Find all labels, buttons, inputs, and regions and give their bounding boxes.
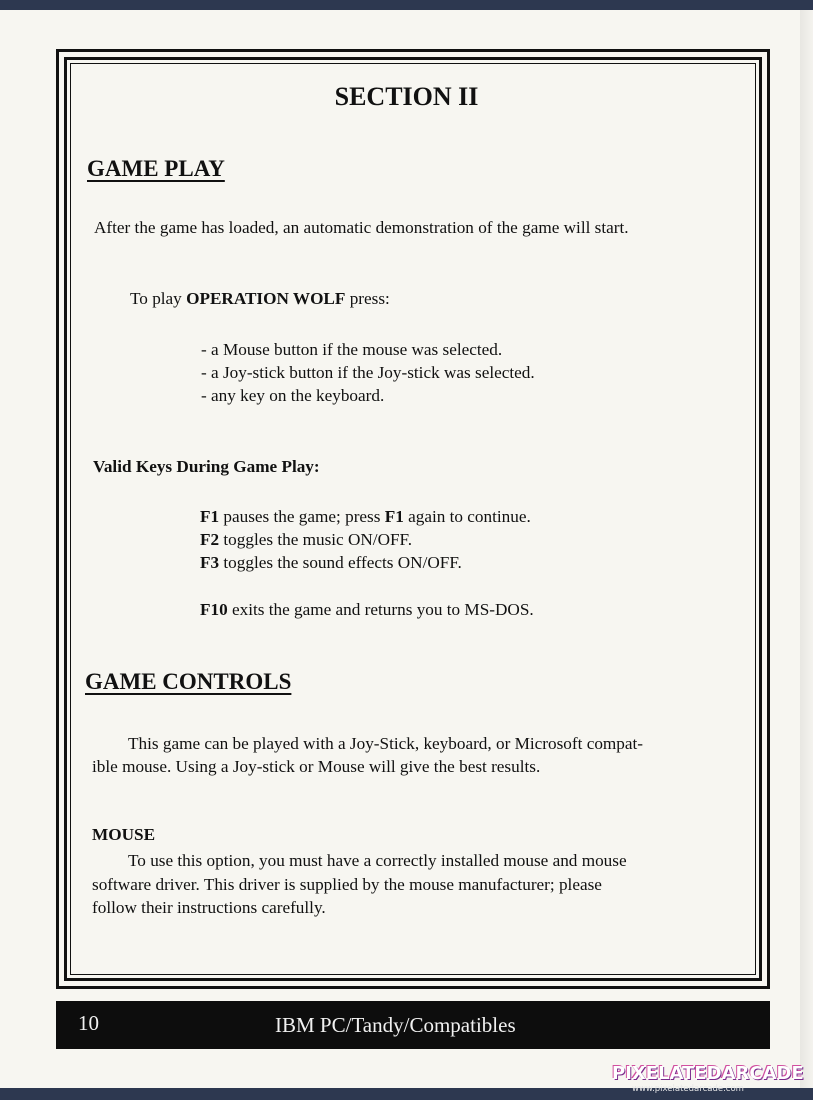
f10-line bbox=[200, 600, 534, 620]
f3-text: toggles the sound effects ON/OFF. bbox=[223, 553, 462, 572]
mouse-line-3: follow their instructions carefully. bbox=[92, 898, 326, 917]
game-play-heading: GAME PLAY bbox=[87, 156, 225, 181]
section-title: SECTION II bbox=[334, 82, 479, 111]
f1-key-again: F1 bbox=[384, 507, 404, 526]
f1-text-a: pauses the game; press bbox=[223, 507, 381, 526]
to-play-prefix: To play bbox=[130, 289, 182, 308]
option-keyboard: - any key on the keyboard. bbox=[201, 386, 385, 405]
mouse-line-1: To use this option, you must have a correctly installed mouse and mouse bbox=[128, 851, 627, 870]
f1-line bbox=[200, 507, 531, 527]
to-play-line bbox=[130, 289, 390, 309]
to-play-suffix: press: bbox=[349, 289, 390, 308]
game-controls-heading: GAME CONTROLS bbox=[85, 669, 292, 694]
f1-text-b: again to continue. bbox=[408, 507, 531, 526]
controls-line-1: This game can be played with a Joy-Stick, keyboard, or Microsoft compat- bbox=[128, 734, 644, 753]
footer-band bbox=[56, 1001, 770, 1049]
f2-text: toggles the music ON/OFF. bbox=[223, 530, 413, 549]
f10-text: exits the game and returns you to MS-DOS. bbox=[231, 600, 534, 619]
valid-keys-heading: Valid Keys During Game Play: bbox=[93, 457, 320, 476]
f1-key: F1 bbox=[200, 507, 220, 526]
game-title: OPERATION WOLF bbox=[186, 289, 346, 308]
mouse-line-2: software driver. This driver is supplied by the mouse manufacturer; please bbox=[92, 875, 602, 894]
page-number: 10 bbox=[78, 1011, 99, 1035]
f2-line bbox=[200, 530, 412, 550]
f3-key: F3 bbox=[200, 553, 220, 572]
controls-line-2: ible mouse. Using a Joy-stick or Mouse will give the best results. bbox=[92, 757, 541, 776]
option-joystick: - a Joy-stick button if the Joy-stick was selected. bbox=[201, 363, 535, 382]
watermark-logo: PIXELATEDARCADE bbox=[612, 1063, 804, 1084]
f2-key: F2 bbox=[200, 530, 220, 549]
page-edge bbox=[800, 10, 813, 1088]
platform-label: IBM PC/Tandy/Compatibles bbox=[275, 1013, 516, 1037]
watermark-url: www.pixelatedarcade.com bbox=[632, 1084, 744, 1094]
option-mouse: - a Mouse button if the mouse was selected. bbox=[201, 340, 503, 359]
f3-line bbox=[200, 553, 462, 573]
game-play-intro: After the game has loaded, an automatic demonstration of the game will start. bbox=[94, 218, 629, 237]
mouse-heading: MOUSE bbox=[92, 825, 156, 844]
f10-key: F10 bbox=[200, 600, 228, 619]
